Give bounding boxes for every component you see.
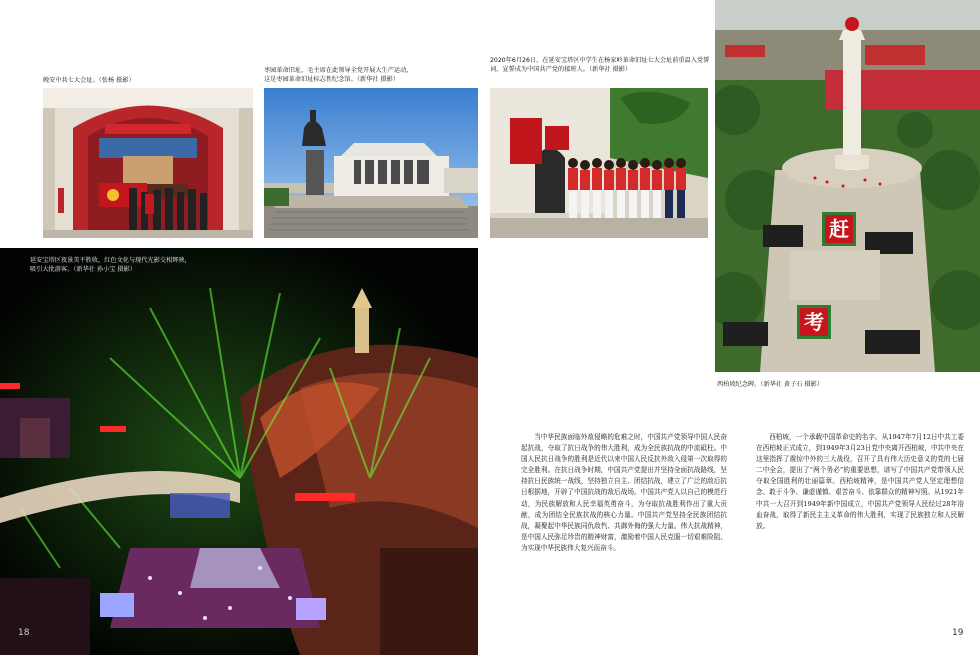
photo-student-oath (490, 88, 708, 238)
sign-kao: 考 (797, 305, 831, 339)
page-number-right: 19 (952, 628, 964, 638)
caption-zaoyuan: 枣园革命旧址，毛主席在此领导全党开展大生产运动， 这是枣园革命旧址标志性纪念馆。（新华社 摄影） (264, 67, 413, 83)
caption-night-show: 延安宝塔区夜景美不胜收，红色文化与现代光影交相辉映， 吸引大批游客。（新华社 孙小宝 摄影） (30, 257, 191, 273)
caption-monument: 西柏坡纪念碑。（新华社 黄子石 摄影） (717, 381, 824, 388)
photo-qida-hall (43, 88, 253, 238)
photo-zaoyuan-memorial (264, 88, 478, 238)
sign-gan: 赶 (822, 212, 856, 246)
page-number-left: 18 (18, 628, 30, 638)
photo-monument-aerial (715, 0, 980, 372)
photo-yanan-night-show (0, 248, 478, 655)
body-column-1: 当中华民族面临外敌侵略的危难之时，中国共产党领导中国人民奋起抗战，夺取了抗日战争的伟大胜利，成为全民族抗战的中流砥柱。中国人民抗日战争的胜利是近代以来中国人民反抗外敌入侵第一次取得的完全胜利。在抗日战争时期，中国共产党提出并坚持全面抗战路线，坚持抗日民族统一战线，坚持独立自主、团结抗战，建立了广泛的敌后抗日根据地，开辟了中国抗战的敌后战场。中国共产党人以自己的模范行动，为民族解放和人民幸福英勇奋斗，为夺取抗战胜利作出了重大贡献，成为团结全民族抗战的核心力量。中国共产党坚持全民族团结抗战，凝聚起中华民族同仇敌忾、共御外侮的强大力量。伟大抗战精神，是中国人民弥足珍贵的精神财富，激励着中国人民克服一切艰难险阻、为实现中华民族伟大复兴而奋斗。 (521, 433, 727, 552)
caption-qida: 晚安中共七大会址。（张杨 摄影） (43, 77, 135, 84)
caption-oath: 2020年6月26日，在延安宝塔区中学生在杨家岭革命旧址七大会址前重温入党誓词，宣誓成为中国共产党的接班人。（新华社 摄影） (490, 57, 710, 73)
body-column-2: 西柏坡，一个承载中国革命史的名字。从1947年7月12日中共工委在西柏坡正式成立，到1949年3月23日党中央离开西柏坡，中共中央在这里指挥了震惊中外的三大战役，召开了具有伟大历史意义的党的七届二中全会，提出了“两个务必”的重要思想，谱写了中国共产党带领人民夺取全国胜利的壮丽篇章。西柏坡精神，是中国共产党人坚定理想信念、敢于斗争、谦虚谨慎、艰苦奋斗、依靠群众的精神写照。从1921年中共一大召开到1949年新中国成立，中国共产党领导人民经过28年浴血奋战，取得了新民主主义革命的伟大胜利，实现了民族独立和人民解放。 (756, 433, 964, 530)
